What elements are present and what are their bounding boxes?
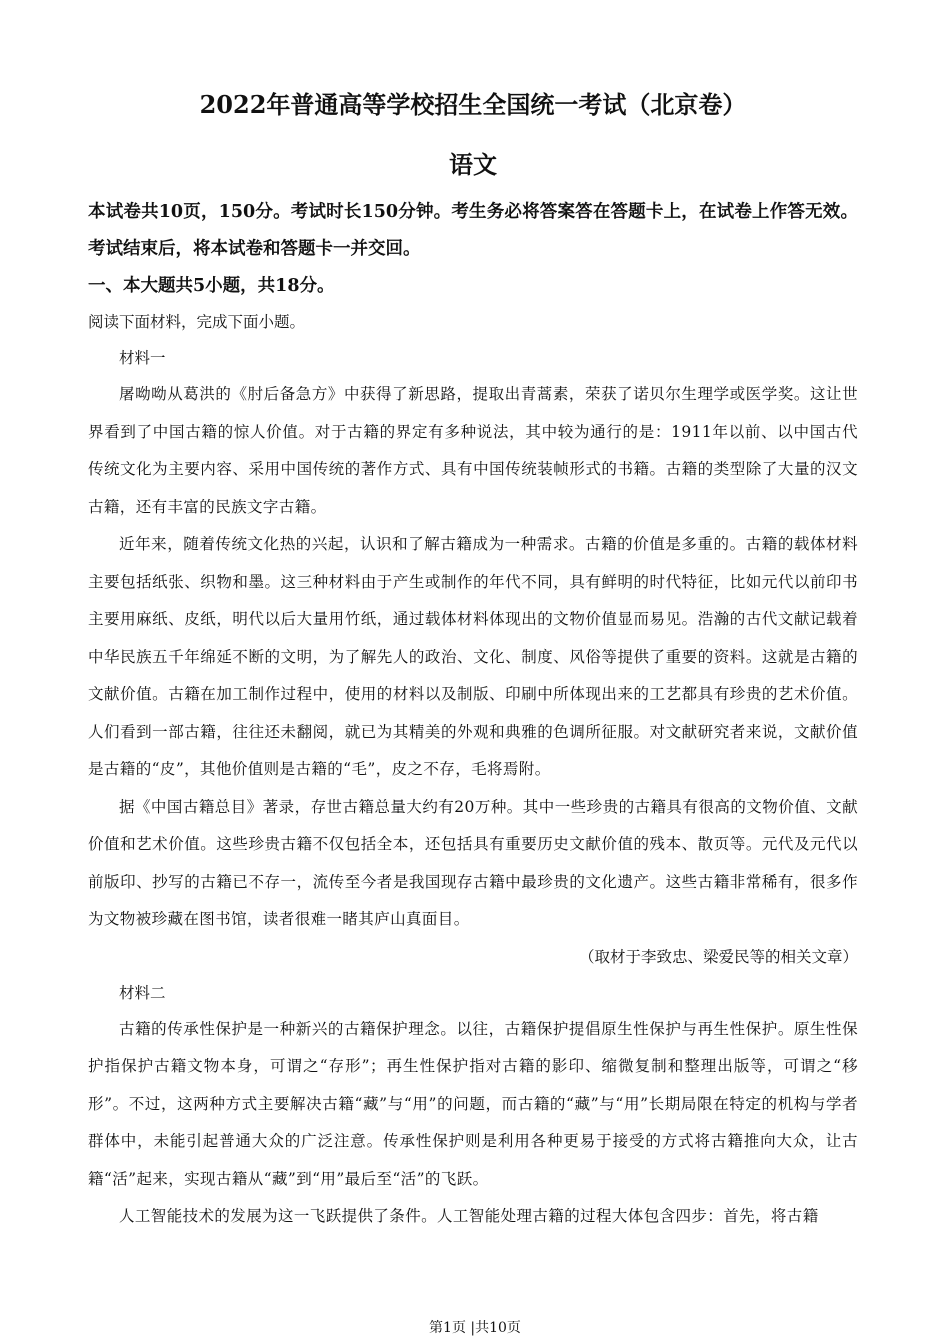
exam-instructions: 本试卷共10页，150分。考试时长150分钟。考生务必将答案答在答题卡上，在试卷上作答无效。考试结束后，将本试卷和答题卡一并交回。: [88, 202, 858, 259]
section-heading: 一、本大题共5小题，共18分。: [88, 276, 335, 296]
subject-title: 语文: [449, 150, 497, 179]
material-2-paragraph: 人工智能技术的发展为这一飞跃提供了条件。人工智能处理古籍的过程大体包含四步：首先，将古籍: [119, 1207, 819, 1225]
page-title: 2022年普通高等学校招生全国统一考试（北京卷）: [199, 90, 747, 119]
material-2-paragraph: 古籍的传承性保护是一种新兴的古籍保护理念。以往，古籍保护提倡原生性保护与再生性保护。原生性保护指保护古籍文物本身，可谓之“存形”；再生性保护指对古籍的影印、缩微复制和整理出版等，可谓之“移形”。不过，这两种方式主要解决古籍“藏”与“用”的问题，而古籍的“藏”与“用”长期局限在特定的机构与学者群体中，未能引起普通大众的广泛注意。传承性保护则是利用各种更易于接受的方式将古籍推向大众，让古籍“活”起来，实现古籍从“藏”到“用”最后至“活”的飞跃。: [88, 1019, 858, 1188]
page-footer: 第1页 |共10页: [429, 1320, 521, 1336]
section-lead: 阅读下面材料，完成下面小题。: [88, 313, 306, 331]
material-1-paragraph: 屠呦呦从葛洪的《肘后备急方》中获得了新思路，提取出青蒿素，荣获了诺贝尔生理学或医学奖。这让世界看到了中国古籍的惊人价值。对于古籍的界定有多种说法，其中较为通行的是：1911年以前、以中国古代传统文化为主要内容、采用中国传统的著作方式、具有中国传统装帧形式的书籍。古籍的类型除了大量的汉文古籍，还有丰富的民族文字古籍。: [88, 385, 858, 516]
material-1-paragraph: 据《中国古籍总目》著录，存世古籍总量大约有20万种。其中一些珍贵的古籍具有很高的文物价值、文献价值和艺术价值。这些珍贵古籍不仅包括全本，还包括具有重要历史文献价值的残本、散页等。元代及元代以前版印、抄写的古籍已不存一，流传至今者是我国现存古籍中最珍贵的文化遗产。这些古籍非常稀有，很多作为文物被珍藏在图书馆，读者很难一睹其庐山真面目。: [88, 797, 858, 928]
material-1-label: 材料一: [119, 349, 166, 367]
material-2-label: 材料二: [119, 983, 166, 1002]
material-1-source: （取材于李致忠、梁爱民等的相关文章）: [578, 947, 858, 966]
material-1-paragraph: 近年来，随着传统文化热的兴起，认识和了解古籍成为一种需求。古籍的价值是多重的。古籍的载体材料主要包括纸张、织物和墨。这三种材料由于产生或制作的年代不同，具有鲜明的时代特征，比如元代以前印书主要用麻纸、皮纸，明代以后大量用竹纸，通过载体材料体现出的文物价值显而易见。浩瀚的古代文献记载着中华民族五千年绵延不断的文明，为了解先人的政治、文化、制度、风俗等提供了重要的资料。这就是古籍的文献价值。古籍在加工制作过程中，使用的材料以及制版、印刷中所体现出来的工艺都具有珍贵的艺术价值。人们看到一部古籍，往往还未翻阅，就已为其精美的外观和典雅的色调所征服。对文献研究者来说，文献价值是古籍的“皮”，其他价值则是古籍的“毛”，皮之不存，毛将焉附。: [88, 535, 858, 778]
